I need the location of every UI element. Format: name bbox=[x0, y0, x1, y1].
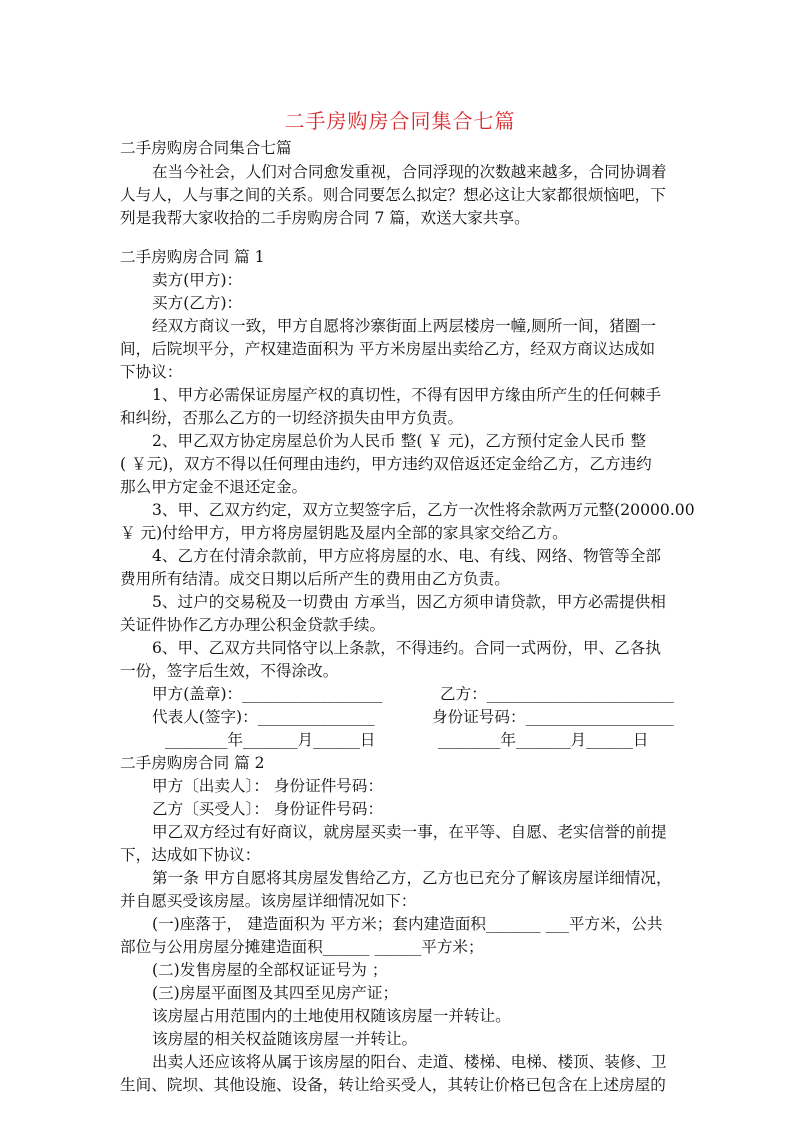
paragraph-line: 下协议： bbox=[120, 363, 183, 381]
clause-line: ( ￥元)，双方不得以任何理由违约，甲方违约双倍返还定金给乙方，乙方违约 bbox=[120, 455, 652, 473]
clause-line: 2、甲乙双方协定房屋总价为人民币 整( ￥ 元)，乙方预付定金人民币 整 bbox=[152, 432, 647, 450]
paragraph-line: 人与人，人与事之间的关系。则合同要怎么拟定？想必这让大家都很烦恼吧，下 bbox=[120, 186, 666, 204]
article-line: (一)座落于， 建造面积为 平方米；套内建造面积_______ ___平方米，公共 bbox=[152, 915, 663, 933]
seller-line: 卖方(甲方)： bbox=[152, 271, 243, 289]
date-line-left: ________年_______月______日 bbox=[165, 731, 376, 749]
clause-line: 5、过户的交易税及一切费由 方承当，因乙方须申请贷款，甲方必需提供相 bbox=[152, 593, 666, 611]
party-b-line: 乙方〔买受人〕： 身份证件号码： bbox=[152, 800, 384, 818]
intro-heading: 二手房购房合同集合七篇 bbox=[120, 139, 292, 157]
document-title: 二手房购房合同集合七篇 bbox=[284, 109, 516, 133]
clause-line: 一份，签字后生效，不得涂改。 bbox=[120, 662, 339, 680]
paragraph-line: 间，后院坝平分，产权建造面积为 平方米房屋出卖给乙方，经双方商议达成如 bbox=[120, 340, 656, 358]
paragraph-line: 该房屋的相关权益随该房屋一并转让。 bbox=[152, 1030, 418, 1048]
clause-line: ￥ 元)付给甲方，甲方将房屋钥匙及屋内全部的家具家交给乙方。 bbox=[120, 524, 568, 542]
clause-line: 1、甲方必需保证房屋产权的真切性，不得有因甲方缘由所产生的任何棘手 bbox=[152, 386, 661, 404]
party-a-line: 甲方〔出卖人〕： 身份证件号码： bbox=[152, 777, 384, 795]
paragraph-line: 该房屋占用范围内的土地使用权随该房屋一并转让。 bbox=[152, 1007, 511, 1025]
clause-line: 3、甲、乙双方约定，双方立契签字后，乙方一次性将余款两万元整(20000.00 bbox=[152, 501, 695, 519]
section-heading: 二手房购房合同 篇 2 bbox=[120, 754, 265, 772]
clause-line: 费用所有结清。成交日期以后所产生的费用由乙方负责。 bbox=[120, 570, 510, 588]
clause-line: 那么甲方定金不退还定金。 bbox=[120, 478, 308, 496]
article-line: 部位与公用房屋分摊建造面积______ ______平方米； bbox=[120, 938, 484, 956]
clause-line: 4、乙方在付清余款前，甲方应将房屋的水、电、有线、网络、物管等全部 bbox=[152, 547, 661, 565]
party-b-line: 乙方：________________________ bbox=[440, 685, 674, 703]
article-line: 第一条 甲方自愿将其房屋发售给乙方，乙方也已充分了解该房屋详细情况， bbox=[152, 869, 672, 887]
article-line: (三)房屋平面图及其四至见房产证； bbox=[152, 984, 399, 1002]
date-line-right: ________年_______月______日 bbox=[438, 731, 649, 749]
clause-line: 关证件协作乙方办理公积金贷款手续。 bbox=[120, 616, 386, 634]
clause-line: 6、甲、乙双方共同恪守以上条款，不得违约。合同一式两份，甲、乙各执 bbox=[152, 639, 661, 657]
article-line: 并自愿买受该房屋。该房屋详细情况如下： bbox=[120, 892, 417, 910]
party-a-seal-line: 甲方(盖章)：__________________ bbox=[152, 685, 383, 703]
clause-line: 和纠纷，否那么乙方的一切经济损失由甲方负责。 bbox=[120, 409, 464, 427]
representative-signature-line: 代表人(签字)：_______________ bbox=[152, 708, 375, 726]
article-line: (二)发售房屋的全部权证证号为 ； bbox=[152, 961, 388, 979]
paragraph-line: 出卖人还应该将从属于该房屋的阳台、走道、楼梯、电梯、楼顶、装修、卫 bbox=[152, 1053, 667, 1071]
paragraph-line: 生间、院坝、其他设施、设备，转让给买受人，其转让价格已包含在上述房屋的 bbox=[120, 1076, 666, 1094]
buyer-line: 买方(乙方)： bbox=[152, 294, 243, 312]
section-heading: 二手房购房合同 篇 1 bbox=[120, 248, 265, 266]
paragraph-line: 下，达成如下协议： bbox=[120, 846, 261, 864]
paragraph-line: 经双方商议一致，甲方自愿将沙寨街面上两层楼房一幢,厕所一间，猪圈一 bbox=[152, 317, 656, 335]
id-number-line: 身份证号码：___________________ bbox=[432, 708, 674, 726]
paragraph-line: 列是我帮大家收拾的二手房购房合同 7 篇，欢送大家共享。 bbox=[120, 209, 530, 227]
paragraph-line: 在当今社会，人们对合同愈发重视，合同浮现的次数越来越多，合同协调着 bbox=[152, 163, 667, 181]
paragraph-line: 甲乙双方经过有好商议，就房屋买卖一事，在平等、自愿、老实信誉的前提 bbox=[152, 823, 667, 841]
